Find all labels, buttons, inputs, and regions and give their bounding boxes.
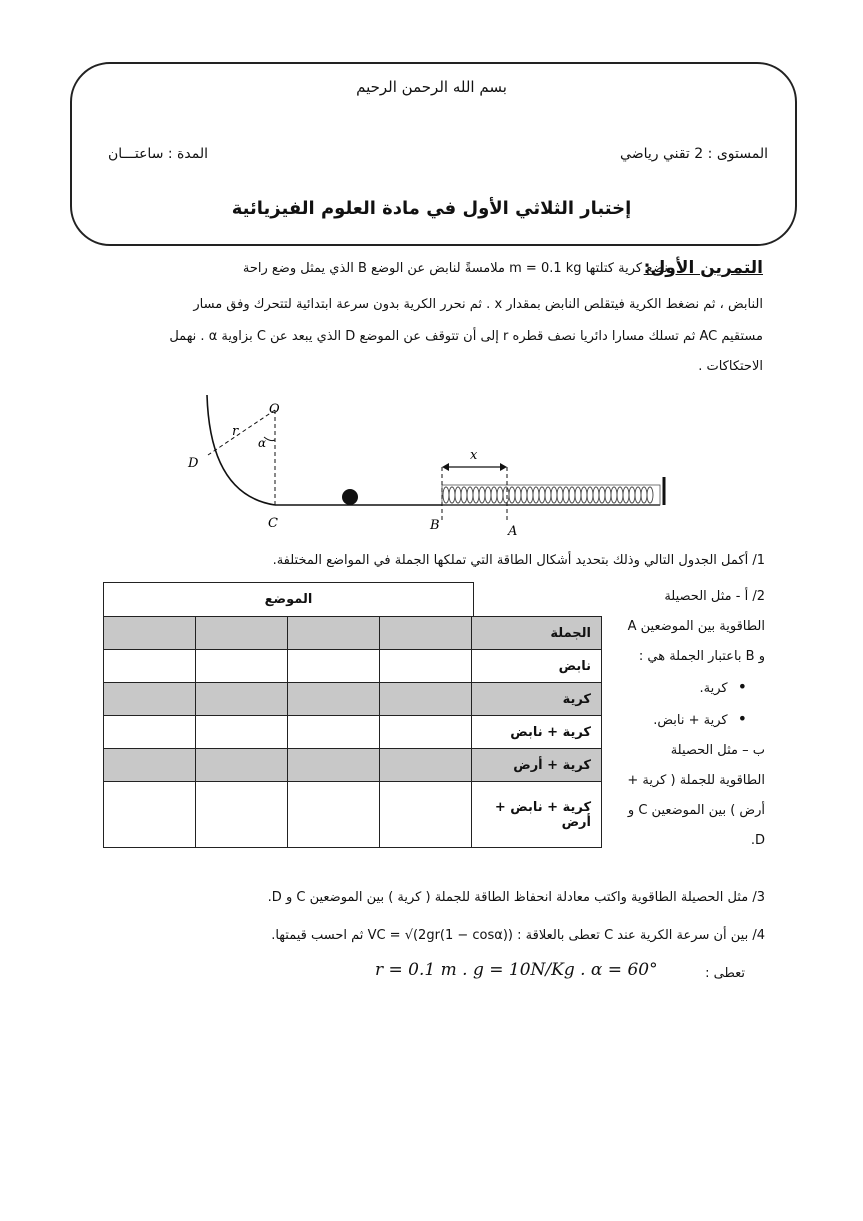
question-1: 1/ أكمل الجدول التالي وذلك بتحديد أشكال الطاقة التي تملكها الجملة في المواضع المختلفة. (272, 553, 765, 568)
spring-coil (569, 487, 575, 503)
label-alpha: α (258, 436, 267, 450)
spring-coil (455, 487, 461, 503)
label-a: A (508, 524, 518, 539)
spring-coil (503, 487, 509, 503)
label-c: C (268, 516, 278, 531)
spring-coil (587, 487, 593, 503)
spring-coil (575, 487, 581, 503)
question-4: 4/ بين أن سرعة الكرية عند C تعطى بالعلاقة : VC = √(2gr(1 − cosα)) ثم احسب قيمتها. (271, 928, 765, 943)
question-2b-text: ب – مثل الحصيلة الطاقوية للجملة ( كرية + أرض ) بين الموضعين C و D. (627, 743, 765, 848)
spring-coil (563, 487, 569, 503)
exam-title: إختبار الثلاثي الأول في مادة العلوم الفيزيائية (231, 198, 632, 219)
given-label: تعطى : (705, 966, 745, 981)
table-row (104, 617, 602, 650)
label-o: O (269, 402, 280, 417)
physics-diagram (180, 395, 680, 545)
exercise-line-2: النابض ، ثم نضغط الكرية فيتقلص النابض بمقدار x . ثم نحرر الكرية بدون سرعة ابتدائية لتتحرك وفق مسار (193, 297, 763, 312)
list-item: • كرية + نابض. (625, 704, 747, 736)
question-2a-text: 2/ أ - مثل الحصيلة الطاقوية بين الموضعين A و B باعتبار الجملة هي : (627, 589, 765, 664)
question-2a (625, 582, 765, 856)
spring-coil (641, 487, 647, 503)
spring-coil (521, 487, 527, 503)
spring-coil (557, 487, 563, 503)
spring-coil (485, 487, 491, 503)
list-item: • كرية. (625, 672, 747, 704)
spring-coil (527, 487, 533, 503)
spring-coil (623, 487, 629, 503)
exercise-line-1: نضع كرية كتلتها m = 0.1 kg ملامسةً لنابض عن الوضع B الذي يمثل وضع راحة (242, 261, 668, 276)
row-label: كرية (472, 683, 602, 716)
table-row (104, 749, 602, 782)
label-r: r (232, 424, 239, 439)
table-row (104, 650, 602, 683)
spring-coil (635, 487, 641, 503)
question-2a-list (625, 672, 765, 736)
row-label: نابض (472, 650, 602, 683)
spring-coil (467, 487, 473, 503)
level-label: المستوى : 2 تقني رياضي (620, 146, 768, 162)
spring-coil (593, 487, 599, 503)
circular-track (207, 395, 275, 505)
label-d: D (188, 456, 199, 471)
spring-coil (617, 487, 623, 503)
exercise-line-3: مستقيم AC ثم تسلك مسارا دائريا نصف قطره r إلى أن تتوقف عن الموضع D الذي يبعد عن C بزاوية α . نهمل (169, 329, 763, 344)
spring-coil (449, 487, 455, 503)
row-label: الجملة (472, 617, 602, 650)
spring-coil (647, 487, 653, 503)
label-x: x (470, 448, 478, 463)
spring-coil (605, 487, 611, 503)
spring-coil (611, 487, 617, 503)
spring-coil (629, 487, 635, 503)
spring-coil (491, 487, 497, 503)
duration-label: المدة : ساعتـــان (108, 146, 208, 162)
table-header-position: الموضع (103, 582, 474, 616)
spring-coil (509, 487, 515, 503)
exercise-heading: التمرين الأول: (643, 258, 763, 278)
given-values: r = 0.1 m . g = 10N/Kg . α = 60° (375, 960, 658, 980)
spring-coil (581, 487, 587, 503)
row-label: كرية + نابض + أرض (472, 782, 602, 848)
spring-coil (599, 487, 605, 503)
spring-coil (497, 487, 503, 503)
question-3: 3/ مثل الحصيلة الطاقوية واكتب معادلة انحفاظ الطاقة للجملة ( كرية ) بين الموضعين C و D. (267, 890, 765, 905)
table-row (104, 683, 602, 716)
spring-coil (461, 487, 467, 503)
spring-coil (551, 487, 557, 503)
spring-coil (473, 487, 479, 503)
basmala: بسم الله الرحمن الرحيم (356, 78, 507, 96)
spring-coil (515, 487, 521, 503)
label-b: B (430, 518, 440, 533)
row-label: كرية + نابض (472, 716, 602, 749)
spring-coil (545, 487, 551, 503)
table-row (104, 716, 602, 749)
ball (342, 489, 358, 505)
table-row (104, 782, 602, 848)
exercise-line-4: الاحتكاكات . (698, 359, 763, 374)
spring-coil (539, 487, 545, 503)
spring-coil (533, 487, 539, 503)
spring-coils (443, 487, 653, 503)
energy-table (103, 616, 602, 848)
spring-coil (443, 487, 449, 503)
row-label: كرية + أرض (472, 749, 602, 782)
spring-coil (479, 487, 485, 503)
